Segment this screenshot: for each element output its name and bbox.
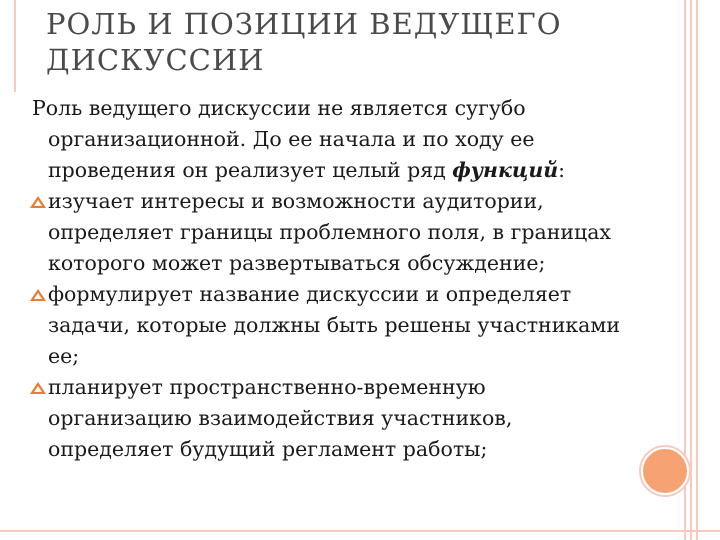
bullet-item <box>32 279 632 372</box>
intro-paragraph <box>32 93 632 186</box>
intro-suffix: : <box>558 158 566 182</box>
frame-line-left <box>14 0 16 92</box>
triangle-bullet-icon <box>30 196 46 208</box>
triangle-bullet-icon <box>30 382 46 394</box>
slide-title <box>46 6 646 78</box>
intro-emphasis: функций <box>452 158 559 182</box>
slide-title-line-2: ДИСКУССИИ <box>46 43 265 77</box>
bullet-text: изучает интересы и возможности аудитории, определяет границы проблемного поля, в границах которого может развертываться обсуждение; <box>48 189 611 275</box>
slide-title-line-1: РОЛЬ И ПОЗИЦИИ ВЕДУЩЕГО <box>46 7 562 41</box>
intro-text: Роль ведущего дискуссии не является сугубо организационной. До ее начала и по ходу ее проведения он реализует целый ряд <box>32 96 535 182</box>
bullet-text: планирует пространственно-временную организацию взаимодействия участников, определяет будущий регламент работы; <box>48 375 513 461</box>
bullet-text: формулирует название дискуссии и определяет задачи, которые должны быть решены участниками ее; <box>48 282 621 368</box>
bullet-item <box>32 186 632 279</box>
triangle-bullet-icon <box>30 289 46 301</box>
bullet-item <box>32 372 632 465</box>
bullet-list <box>32 186 632 465</box>
slide-content <box>32 93 632 465</box>
frame-line-right-3 <box>696 0 698 540</box>
frame-line-right-2 <box>690 0 692 540</box>
decorative-circle <box>641 447 689 495</box>
frame-line-bottom <box>0 530 720 532</box>
